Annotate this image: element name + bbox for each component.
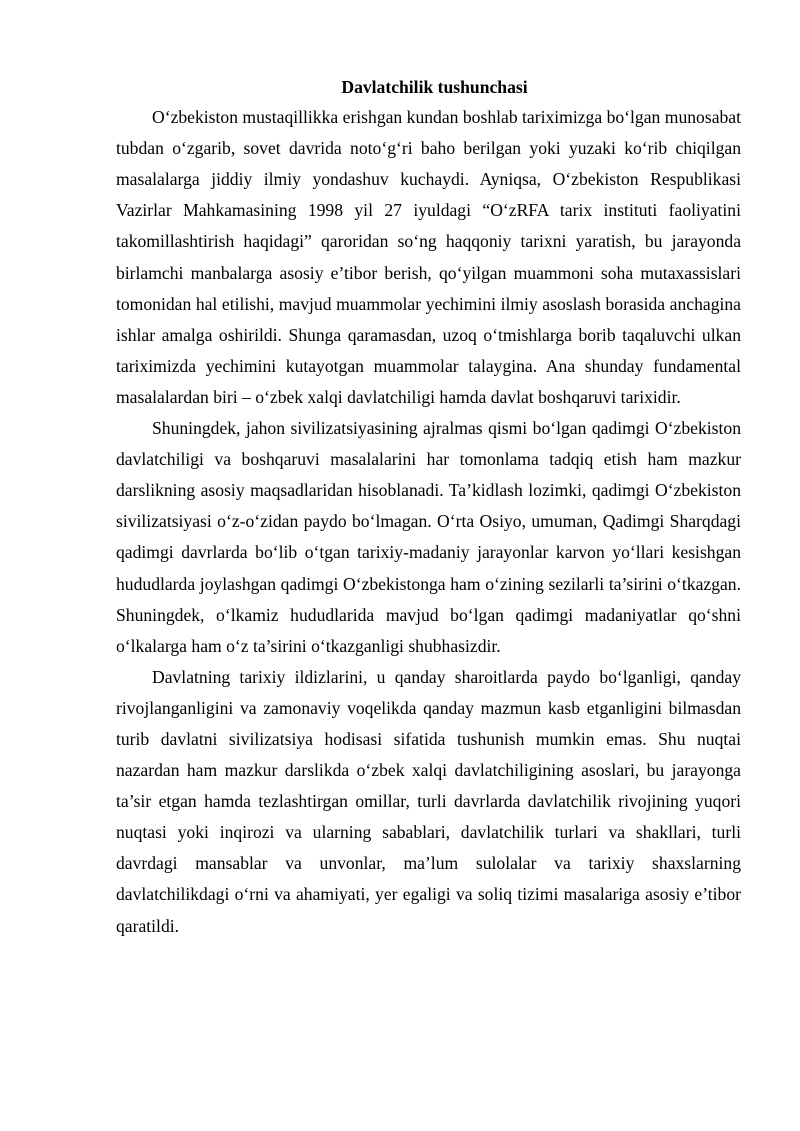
document-page xyxy=(116,72,741,942)
paragraph-3: Davlatning tarixiy ildizlarini, u qanday sharoitlarda paydo bo‘lganligi, qanday rivojlanganligini va zamonaviy voqelikda qanday mazmun kasb etganligini bilmasdan turib davlatni sivilizatsiya hodisasi sifatida tushunish mumkin emas. Shu nuqtai nazardan ham mazkur darslikda o‘zbek xalqi davlatchiligining asoslari, bu jarayonga ta’sir etgan hamda tezlashtirgan omillar, turli davrlarda davlatchilik rivojining yuqori nuqtasi yoki inqirozi va ularning sabablari, davlatchilik turlari va shakllari, turli davrdagi mansablar va unvonlar, ma’lum sulolalar va tarixiy shaxslarning davlatchilikdagi o‘rni va ahamiyati, yer egaligi va soliq tizimi masalariga asosiy e’tibor qaratildi. xyxy=(116,666,741,936)
paragraph-1: O‘zbekiston mustaqillikka erishgan kundan boshlab tariximizga bo‘lgan munosabat tubdan o‘zgarib, sovet davrida noto‘g‘ri baho berilgan yoki yuzaki ko‘rib chiqilgan masalalarga jiddiy ilmiy yondashuv kuchaydi. Ayniqsa, O‘zbekiston Respublikasi Vazirlar Mahkamasining 1998 yil 27 iyuldagi “O‘zRFA tarix instituti faoliyatini takomillashtirish haqidagi” qaroridan so‘ng haqqoniy tarixni yaratish, bu jarayonda birlamchi manbalarga asosiy e’tibor berish, qo‘yilgan muammoni soha mutaxassislari tomonidan hal etilishi, mavjud muammolar yechimini ilmiy asoslash borasida anchagina ishlar amalga oshirildi. Shunga qaramasdan, uzoq o‘tmishlarga borib taqaluvchi ulkan tariximizda yechimini kutayotgan muammolar talaygina. Ana shunday fundamental masalalardan biri – o‘zbek xalqi davlatchiligi hamda davlat boshqaruvi tarixidir. xyxy=(116,107,741,407)
paragraph-2: Shuningdek, jahon sivilizatsiyasining ajralmas qismi bo‘lgan qadimgi O‘zbekiston davlatchiligi va boshqaruvi masalalarini har tomonlama tadqiq etish ham mazkur darslikning asosiy maqsadlaridan hisoblanadi. Ta’kidlash lozimki, qadimgi O‘zbekiston sivilizatsiyasi o‘z-o‘zidan paydo bo‘lmagan. O‘rta Osiyo, umuman, Qadimgi Sharqdagi qadimgi davrlarda bo‘lib o‘tgan tarixiy-madaniy jarayonlar karvon yo‘llari kesishgan hududlarda joylashgan qadimgi O‘zbekistonga ham o‘zining sezilarli ta’sirini o‘tkazgan. Shuningdek, o‘lkamiz hududlarida mavjud bo‘lgan qadimgi madaniyatlar qo‘shni o‘lkalarga ham o‘z ta’sirini o‘tkazganligi shubhasizdir. xyxy=(116,418,741,656)
document-title: Davlatchilik tushunchasi xyxy=(341,77,528,97)
